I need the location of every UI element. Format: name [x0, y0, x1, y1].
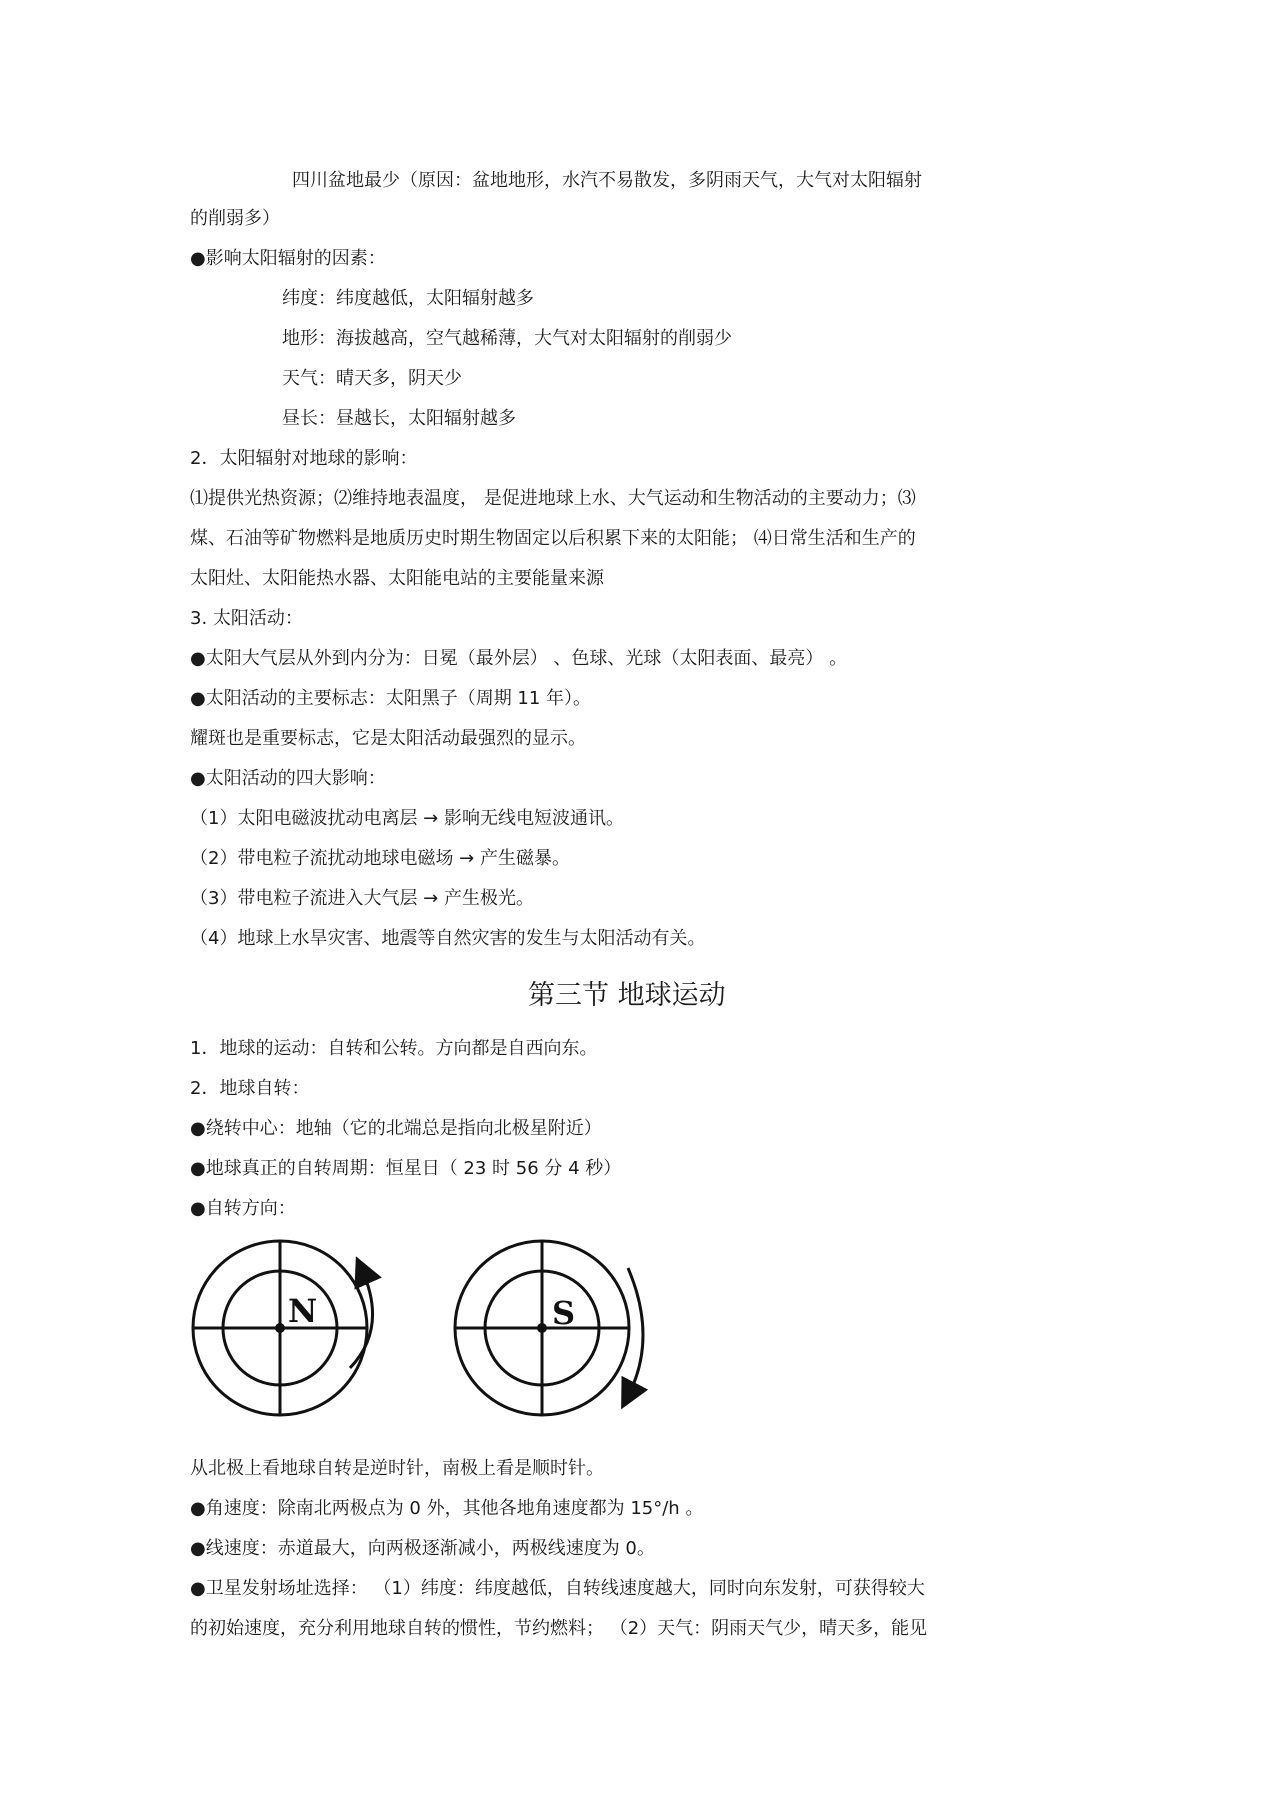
factor-latitude: 纬度：纬度越低，太阳辐射越多: [282, 288, 534, 309]
text-line-2: 的削弱多）: [190, 208, 280, 229]
text-line-9: ⑴提供光热资源；⑵维持地表温度， 是促进地球上水、大气运动和生物活动的主要动力；⑶: [190, 488, 916, 509]
counterclockwise-arrow-icon: [350, 1270, 373, 1368]
bullet-angular-velocity: ●角速度：除南北两极点为 0 外，其他各地角速度都为 15°/h 。: [190, 1498, 704, 1519]
south-label: S: [552, 1294, 576, 1332]
north-label: N: [288, 1292, 318, 1330]
bullet-atmosphere-layers: ●太阳大气层从外到内分为：日冕（最外层） 、色球、光球（太阳表面、最亮） 。: [190, 648, 848, 669]
text-line-1: 四川盆地最少（原因：盆地地形，水汽不易散发，多阴雨天气，大气对太阳辐射: [292, 170, 922, 191]
bullet-rotation-direction: ●自转方向：: [190, 1198, 296, 1219]
text-last-line: 的初始速度，充分利用地球自转的惯性，节约燃料； （2）天气：阴雨天气少，晴天多，能见: [190, 1618, 928, 1639]
rotation-direction-figure: [190, 1238, 670, 1418]
bullet-rotation-center: ●绕转中心：地轴（它的北端总是指向北极星附近）: [190, 1118, 602, 1139]
factor-weather: 天气：晴天多，阴天少: [282, 368, 462, 389]
factor-daylength: 昼长：昼越长，太阳辐射越多: [282, 408, 516, 429]
bullet-launch-site: ●卫星发射场址选择： （1）纬度：纬度越低，自转线速度越大，同时向东发射，可获得较大: [190, 1578, 925, 1599]
north-pole-diagram: [193, 1241, 373, 1415]
earth-motion-2: 2．地球自转：: [190, 1078, 310, 1099]
effect-2: （2）带电粒子流扰动地球电磁场 → 产生磁暴。: [190, 848, 570, 869]
bullet-linear-velocity: ●线速度：赤道最大，向两极逐渐减小，两极线速度为 0。: [190, 1538, 655, 1559]
text-flare: 耀斑也是重要标志，它是太阳活动最强烈的显示。: [190, 728, 586, 749]
effect-1: （1）太阳电磁波扰动电离层 → 影响无线电短波通讯。: [190, 808, 624, 829]
rotation-observation: 从北极上看地球自转是逆时针，南极上看是顺时针。: [190, 1458, 604, 1479]
text-line-10: 煤、石油等矿物燃料是地质历史时期生物固定以后积累下来的太阳能； ⑷日常生活和生产的: [190, 528, 916, 549]
section-title: 第三节 地球运动: [528, 980, 726, 1011]
bullet-rotation-period: ●地球真正的自转周期：恒星日（ 23 时 56 分 4 秒）: [190, 1158, 622, 1179]
effect-4: （4）地球上水旱灾害、地震等自然灾害的发生与太阳活动有关。: [190, 928, 706, 949]
factor-terrain: 地形：海拔越高，空气越稀薄，大气对太阳辐射的削弱少: [282, 328, 732, 349]
bullet-sunspot: ●太阳活动的主要标志：太阳黑子（周期 11 年）。: [190, 688, 592, 709]
bullet-four-effects: ●太阳活动的四大影响：: [190, 768, 386, 789]
effect-3: （3）带电粒子流进入大气层 → 产生极光。: [190, 888, 534, 909]
bullet-heading-radiation-factors: ●影响太阳辐射的因素：: [190, 248, 386, 269]
section-heading-3: 3. 太阳活动：: [190, 608, 303, 629]
south-pole-diagram: [455, 1241, 643, 1415]
text-line-11: 太阳灶、太阳能热水器、太阳能电站的主要能量来源: [190, 568, 604, 589]
earth-motion-1: 1．地球的运动：自转和公转。方向都是自西向东。: [190, 1038, 598, 1059]
section-heading-2: 2．太阳辐射对地球的影响：: [190, 448, 418, 469]
